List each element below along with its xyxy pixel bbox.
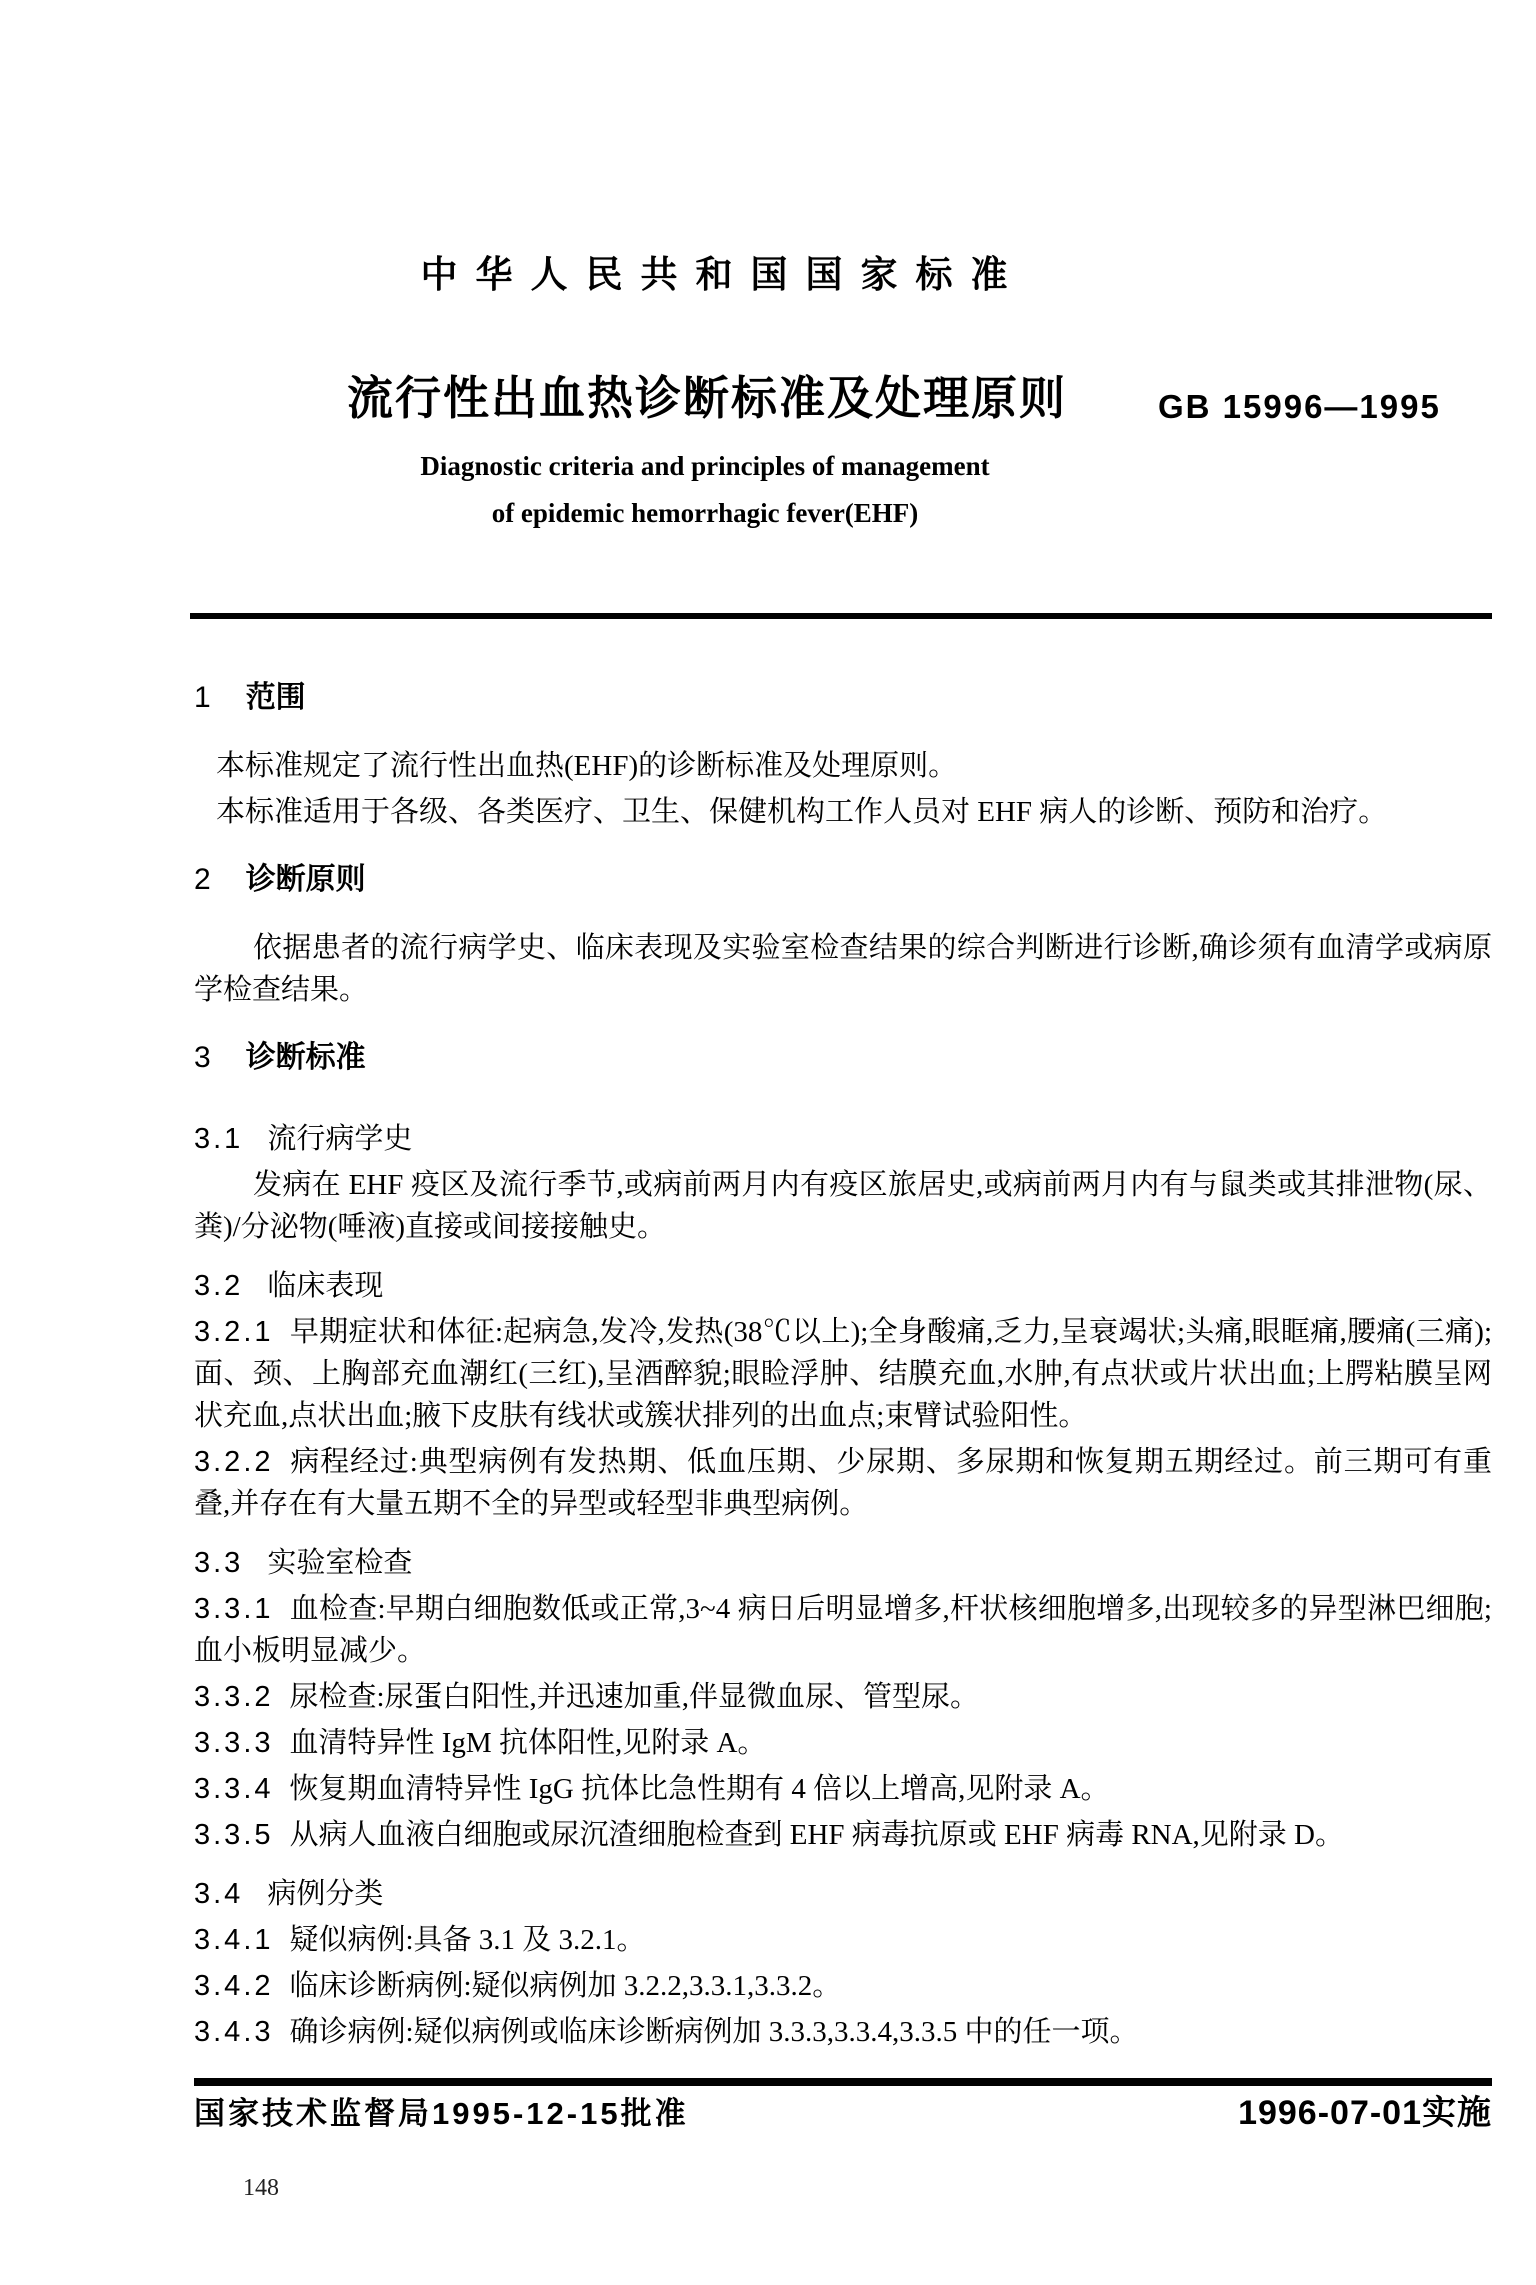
item-text: 从病人血液白细胞或尿沉渣细胞检查到 EHF 病毒抗原或 EHF 病毒 RNA,见附录 D。 (289, 1819, 1344, 1851)
item-text: 恢复期血清特异性 IgG 抗体比急性期有 4 倍以上增高,见附录 A。 (289, 1773, 1110, 1805)
item-number: 3.3.4 (194, 1773, 274, 1805)
section-number: 2 (194, 863, 214, 896)
numbered-item (194, 1919, 1492, 1961)
numbered-item (194, 1814, 1492, 1856)
implementation-date: 1996-07-01实施 (1238, 2094, 1492, 2132)
subsection-heading (194, 1265, 1492, 1307)
section-title: 诊断原则 (245, 863, 366, 896)
section-title: 范围 (245, 681, 306, 714)
section-number: 3 (194, 1041, 214, 1074)
paragraph: 本标准适用于各级、各类医疗、卫生、保健机构工作人员对 EHF 病人的诊断、预防和治疗。 (216, 796, 1388, 828)
item-text: 血清特异性 IgM 抗体阳性,见附录 A。 (289, 1727, 767, 1759)
item-number: 3.3.3 (194, 1727, 274, 1759)
numbered-item (194, 1311, 1492, 1437)
numbered-item (194, 1676, 1492, 1718)
paragraph: 发病在 EHF 疫区及流行季节,或病前两月内有疫区旅居史,或病前两月内有与鼠类或其排泄物(尿、粪)/分泌物(唾液)直接或间接接触史。 (194, 1169, 1492, 1243)
numbered-item (194, 1965, 1492, 2007)
item-number: 3.4.3 (194, 2016, 274, 2048)
footer-rule (194, 2078, 1492, 2086)
numbered-item (194, 1722, 1492, 1764)
item-number: 3.3.5 (194, 1819, 274, 1851)
document-title: 流行性出血热诊断标准及处理原则 (347, 373, 1067, 424)
section-heading (194, 677, 1492, 719)
header-rule (190, 613, 1492, 619)
numbered-item (194, 1441, 1492, 1525)
numbered-item (194, 2011, 1492, 2053)
subsection-number: 3.2 (194, 1270, 244, 1302)
item-text: 临床诊断病例:疑似病例加 3.2.2,3.3.1,3.3.2。 (289, 1970, 842, 2002)
section-heading (194, 1037, 1492, 1079)
item-text: 疑似病例:具备 3.1 及 3.2.1。 (289, 1924, 646, 1956)
national-standard-header: 中华人民共和国国家标准 (420, 254, 1026, 295)
item-text: 确诊病例:疑似病例或临床诊断病例加 3.3.3,3.3.4,3.3.5 中的任一项。 (289, 2016, 1139, 2048)
item-number: 3.2.1 (194, 1316, 274, 1348)
item-text: 早期症状和体征:起病急,发冷,发热(38℃以上);全身酸痛,乏力,呈衰竭状;头痛,眼眶痛,腰痛(三痛);面、颈、上胸部充血潮红(三红),呈酒醉貌;眼睑浮肿、结膜充血,水肿,有点状或片状出血;上腭粘膜呈网状充血,点状出血;腋下皮肤有线状或簇状排列的出血点;束臂试验阳性。 (194, 1316, 1492, 1432)
item-number: 3.2.2 (194, 1446, 274, 1478)
item-number: 3.3.1 (194, 1593, 274, 1625)
subsection-heading (194, 1542, 1492, 1584)
numbered-item (194, 1588, 1492, 1672)
subsection-title: 临床表现 (267, 1270, 384, 1302)
item-text: 血检查:早期白细胞数低或正常,3~4 病日后明显增多,杆状核细胞增多,出现较多的异型淋巴细胞;血小板明显减少。 (194, 1593, 1492, 1667)
subsection-number: 3.4 (194, 1878, 244, 1910)
subsection-number: 3.1 (194, 1123, 244, 1155)
subsection-heading (194, 1118, 1492, 1160)
approval-notice: 国家技术监督局1995-12-15批准 (194, 2096, 689, 2131)
subsection-title: 实验室检查 (267, 1547, 413, 1579)
paragraph: 依据患者的流行病学史、临床表现及实验室检查结果的综合判断进行诊断,确诊须有血清学或病原学检查结果。 (194, 932, 1492, 1006)
subsection-number: 3.3 (194, 1547, 244, 1579)
section-number: 1 (194, 681, 214, 714)
subsection-title: 病例分类 (267, 1878, 384, 1910)
paragraph: 本标准规定了流行性出血热(EHF)的诊断标准及处理原则。 (216, 750, 958, 782)
document-body (194, 655, 1492, 2057)
item-number: 3.3.2 (194, 1681, 274, 1713)
subsection-heading (194, 1873, 1492, 1915)
english-title-line1: Diagnostic criteria and principles of management (420, 451, 990, 481)
item-number: 3.4.1 (194, 1924, 274, 1956)
item-text: 尿检查:尿蛋白阳性,并迅速加重,伴显微血尿、管型尿。 (289, 1681, 980, 1713)
item-text: 病程经过:典型病例有发热期、低血压期、少尿期、多尿期和恢复期五期经过。前三期可有重叠,并存在有大量五期不全的异型或轻型非典型病例。 (194, 1446, 1492, 1520)
subsection-title: 流行病学史 (267, 1123, 413, 1155)
item-number: 3.4.2 (194, 1970, 274, 2002)
page-number: 148 (243, 2175, 279, 2201)
section-heading (194, 859, 1492, 901)
section-title: 诊断标准 (245, 1041, 366, 1074)
standard-number: GB 15996—1995 (1158, 388, 1441, 425)
english-title-line2: of epidemic hemorrhagic fever(EHF) (491, 498, 919, 528)
numbered-item (194, 1768, 1492, 1810)
